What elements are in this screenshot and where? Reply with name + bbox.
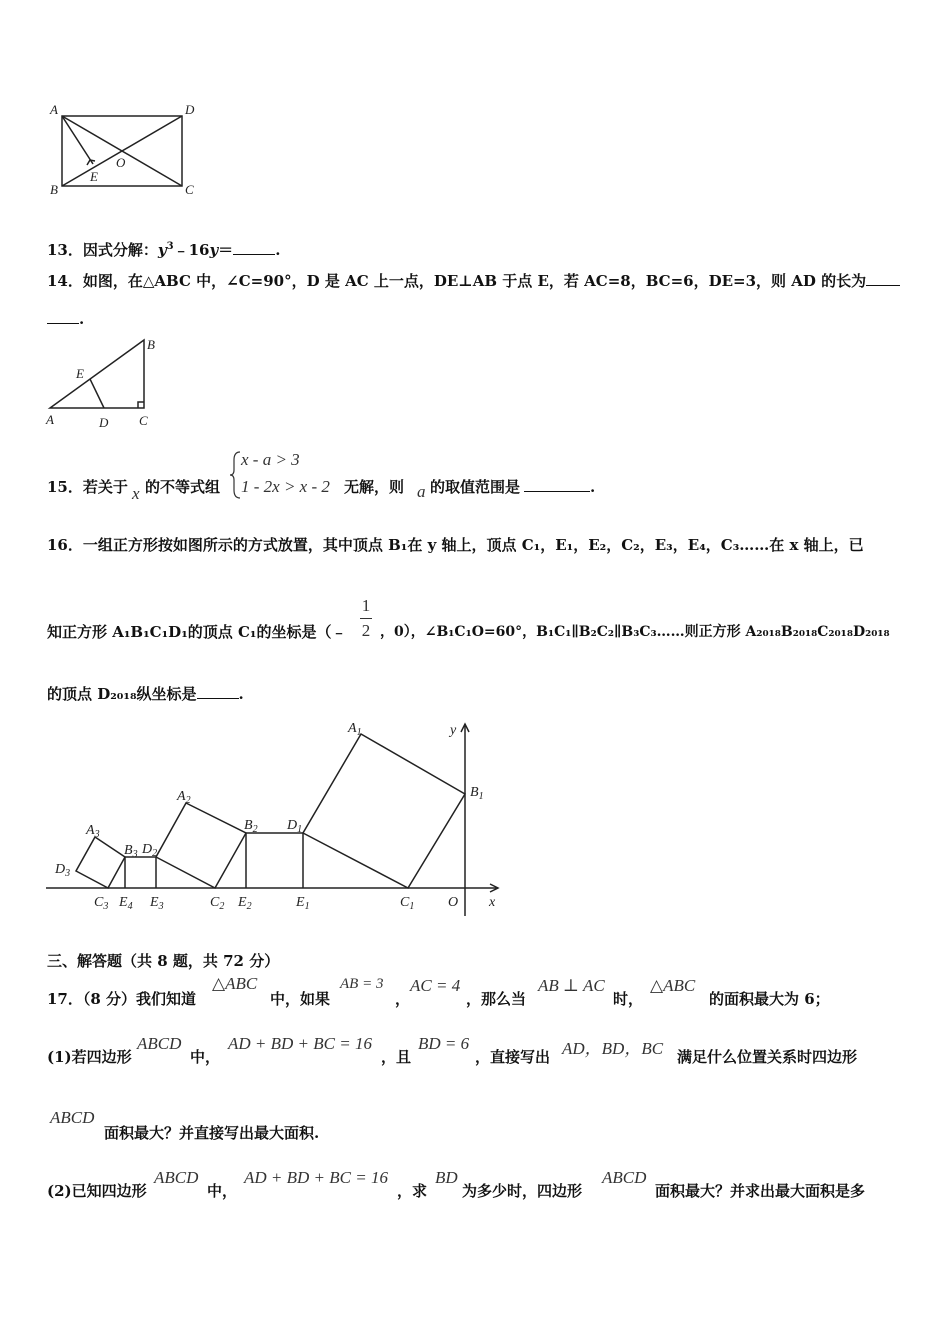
q16-line-3: 的顶点 D₂₀₁₈纵坐标是 [47,685,197,703]
q14-end: . [79,310,85,328]
q17-sum-16-b: AD + BD + BC = 16 [244,1168,388,1187]
q17-text-1: 我们知道 [136,990,197,1008]
fraction-denominator: 2 [361,621,371,640]
q13-exponent: 3 [166,241,174,252]
q16-number: 16． [47,536,83,554]
q15-text-2: 的不等式组 [145,478,221,496]
q17-part1-a: (1)若四边形 [47,1048,132,1066]
q17-part1-c: ，且 [381,1048,412,1066]
label-o: O [116,155,126,170]
label-b1: $B_1$ [470,785,484,802]
label-x: x [489,895,496,910]
q15-var-x: x [132,484,140,503]
q17-abcd-4: ABCD [602,1168,647,1187]
label-e: E [90,169,98,184]
q17-part2-b: 中， [207,1182,238,1200]
label-a: A [46,412,54,427]
q17-part2-e: 面积最大？并求出最大面积是多 [655,1182,866,1200]
q15-text-4-label: 的取值范围是 [430,478,521,496]
q15-number: 15． [47,478,83,496]
label-a: A [50,102,58,117]
q14-number: 14． [47,272,83,290]
question-16-line2b [380,621,890,643]
q17-sum-16-a: AD + BD + BC = 16 [228,1034,372,1053]
label-d2: $D_2$ [142,842,158,859]
q13-var-y2: y [209,241,219,259]
q17-text-3: ，那么当 [466,990,527,1008]
fraction-bar [360,618,372,619]
fraction-one-half [360,596,372,641]
q13-var-y: y [157,241,167,259]
q14-text: 如图，在△ABC 中，∠C=90°，D 是 AC 上一点，DE⊥AB 于点 E，若 AC=8，BC=6，DE=3，则 AD 的长为 [82,272,867,290]
q16-line-2a: 知正方形 A₁B₁C₁D₁的顶点 C₁的坐标是（﹣ [47,623,347,641]
label-b: B [50,182,58,197]
rect-e4-e3 [125,857,156,888]
label-y: y [450,723,457,738]
q13-number: 13． [47,241,83,259]
q17-ac-eq-4: AC = 4 [410,976,461,995]
square-3 [76,837,125,888]
q15-inequality-2: 1 - 2x > x - 2 [241,477,330,496]
q17-ab-perp-ac: AB ⊥ AC [538,976,605,995]
q15-var-a: a [417,482,426,501]
fraction-numerator: 1 [361,596,371,615]
question-16-line2a [47,621,347,643]
q17-number [47,988,196,1010]
q17-number-text: 17． [47,990,83,1008]
q17-part1-b: 中， [190,1048,221,1066]
q17-abcd-1: ABCD [137,1034,182,1053]
label-a3: $A_3$ [86,823,100,840]
q17-part1-e: 满足什么位置关系时四边形 [677,1048,858,1066]
label-b3: $B_3$ [124,843,138,860]
q16-line-1: 一组正方形按如图所示的方式放置，其中顶点 B₁在 y 轴上，顶点 C₁，E₁，E₂，C₂，E₃，E₄，C₃……在 x 轴上，已 [82,536,864,554]
q15-inequality-1: x - a > 3 [241,450,300,469]
q17-points: （8 分） [82,990,137,1008]
section-3-title-text: 三、解答题（共 8 题，共 72 分） [47,952,280,970]
label-e4: $E_4$ [119,895,133,912]
q17-triangle-abc-1: △ABC [212,974,258,993]
q17-abcd-2: ABCD [50,1108,95,1127]
label-d1: $D_1$ [287,818,303,835]
answer-blank-cont[interactable] [47,309,79,324]
label-e3: $E_3$ [150,895,164,912]
square-1 [303,734,465,888]
triangle-abc [50,340,144,408]
answer-blank[interactable] [866,271,900,286]
label-c: C [139,413,148,428]
label-b2: $B_2$ [244,818,258,835]
q13-middle: ﹣16 [173,241,210,259]
rect-e2-e1 [246,833,303,888]
q17-text-2: 中，如果 [270,990,331,1008]
label-d: D [99,415,109,430]
label-e2: $E_2$ [238,895,252,912]
answer-blank[interactable] [524,477,590,492]
q17-bd: BD [435,1168,458,1187]
q15-text-1: 若关于 [82,478,128,496]
q13-end: . [275,241,281,259]
label-a2: $A_2$ [177,789,191,806]
q17-comma: ， [395,990,411,1008]
q17-text-5: 的面积最大为 6； [709,990,830,1008]
label-b: B [147,337,155,352]
answer-blank[interactable] [197,684,239,699]
q17-segments: AD，BD，BC [562,1039,664,1058]
squares-figure [46,716,506,926]
question-15 [47,476,128,498]
triangle-figure [40,332,170,432]
q17-part2-c: ，求 [397,1182,428,1200]
q17-ab-eq-3: AB = 3 [340,976,384,992]
label-e1: $E_1$ [296,895,310,912]
q17-part1-f: 面积最大？并直接写出最大面积. [104,1124,320,1142]
label-d: D [185,102,195,117]
section-3-title [47,950,279,972]
label-e: E [76,366,84,381]
answer-blank[interactable] [233,240,275,255]
q16-end: . [238,685,244,703]
label-c: C [185,182,194,197]
q17-triangle-abc-2: △ABC [650,976,696,995]
label-d3: $D_3$ [55,862,71,879]
question-13 [47,236,280,261]
label-o: O [448,895,459,910]
q17-text-4: 时， [613,990,644,1008]
q15-end: . [590,478,596,496]
q16-line-2b: ，0），∠B₁C₁O=60°，B₁C₁∥B₂C₂∥B₃C₃……则正方形 A₂₀₁₈B₂₀₁₈C₂₀₁₈D₂₀₁₈ [380,624,890,640]
q17-part2-a: (2)已知四边形 [47,1182,147,1200]
label-c2: $C_2$ [210,895,225,912]
question-14-cont [47,308,84,330]
square-2 [156,803,246,888]
question-14 [47,270,900,292]
label-c3: $C_3$ [94,895,109,912]
q17-bd-eq-6: BD = 6 [418,1034,470,1053]
q17-part2-d: 为多少时，四边形 [462,1182,583,1200]
label-c1: $C_1$ [400,895,415,912]
q13-prefix: 因式分解： [82,241,158,259]
question-16 [47,534,864,556]
rectangle-figure [40,98,210,198]
q15-text-4 [430,476,595,498]
question-16-line3 [47,683,244,705]
label-a1: $A_1$ [348,721,362,738]
q13-equals: ＝ [218,241,234,259]
q17-part1-d: ，直接写出 [475,1048,551,1066]
q15-text-3: 无解，则 [344,478,405,496]
q17-abcd-3: ABCD [154,1168,199,1187]
